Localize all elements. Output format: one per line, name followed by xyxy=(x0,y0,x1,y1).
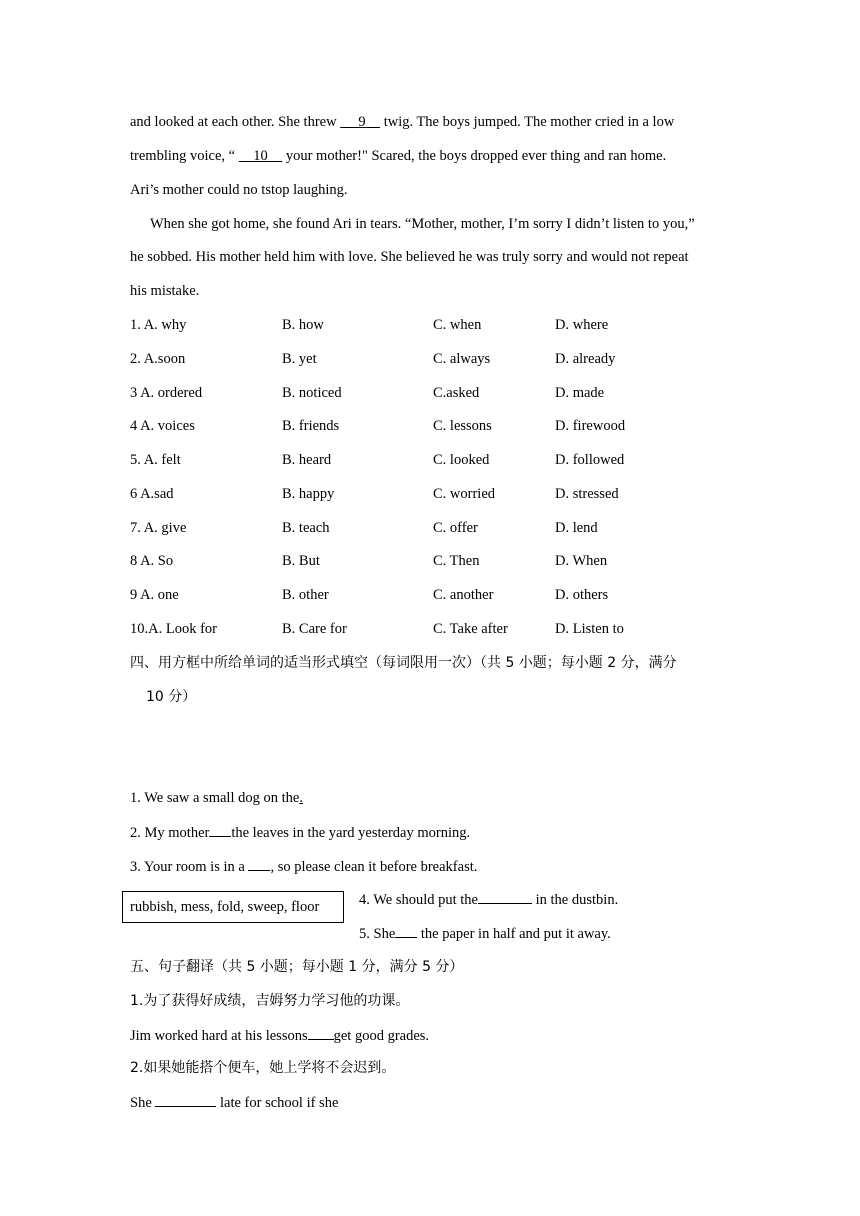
option-d: D. Listen to xyxy=(555,621,624,637)
option-d: D. firewood xyxy=(555,418,626,434)
option-c: C. lessons xyxy=(433,418,492,434)
option-a: 9 A. one xyxy=(130,587,179,603)
passage-line-6: his mistake. xyxy=(130,283,200,299)
option-c: C. always xyxy=(433,351,491,367)
fill-question-4: 4. We should put the in the dustbin. xyxy=(359,889,618,910)
option-c: C.asked xyxy=(433,385,480,401)
fill-question-5: 5. She the paper in half and put it away. xyxy=(359,923,611,944)
option-a: 3 A. ordered xyxy=(130,385,203,401)
option-d: D. When xyxy=(555,553,608,569)
section-4-heading-cont: 10 分） xyxy=(146,689,197,705)
translation-1-chinese: 1.为了获得好成绩，吉姆努力学习他的功课。 xyxy=(130,993,410,1009)
option-a: 1. A. why xyxy=(130,317,187,333)
passage-line-5: he sobbed. His mother held him with love. She believed he was truly sorry and would not repeat xyxy=(130,249,689,265)
section-4-heading: 四、用方框中所给单词的适当形式填空（每词限用一次）（共 5 小题；每小题 2 分，满分 xyxy=(130,655,677,671)
option-b: B. other xyxy=(282,587,329,603)
option-b: B. yet xyxy=(282,351,317,367)
passage-line-1: and looked at each other. She threw 9 twig. The boys jumped. The mother cried in a low xyxy=(130,114,675,130)
option-c: C. another xyxy=(433,587,494,603)
option-d: D. made xyxy=(555,385,605,401)
section-5-heading: 五、句子翻译（共 5 小题；每小题 1 分，满分 5 分） xyxy=(130,959,464,975)
option-a: 5. A. felt xyxy=(130,452,181,468)
word-box: rubbish, mess, fold, sweep, floor xyxy=(122,891,344,923)
translation-1-english: Jim worked hard at his lessons get good grades. xyxy=(130,1025,429,1046)
answer-blank: . xyxy=(299,790,303,806)
option-d: D. stressed xyxy=(555,486,619,502)
option-a: 6 A.sad xyxy=(130,486,174,502)
passage-line-4: When she got home, she found Ari in tears. “Mother, mother, I’m sorry I didn’t listen to you,” xyxy=(150,216,695,232)
option-b: B. Care for xyxy=(282,621,347,637)
passage-line-3: Ari’s mother could no tstop laughing. xyxy=(130,182,348,198)
answer-blank xyxy=(478,889,532,904)
option-b: B. teach xyxy=(282,520,330,536)
option-c: C. Then xyxy=(433,553,480,569)
option-a: 4 A. voices xyxy=(130,418,195,434)
fill-question-3: 3. Your room is in a , so please clean it before breakfast. xyxy=(130,856,477,877)
fill-question-1: 1. We saw a small dog on the. xyxy=(130,790,303,806)
answer-blank xyxy=(155,1092,216,1107)
option-a: 7. A. give xyxy=(130,520,187,536)
translation-2-chinese: 2.如果她能搭个便车，她上学将不会迟到。 xyxy=(130,1060,396,1076)
option-b: B. But xyxy=(282,553,320,569)
option-d: D. others xyxy=(555,587,609,603)
option-c: C. offer xyxy=(433,520,478,536)
option-c: C. Take after xyxy=(433,621,508,637)
answer-blank xyxy=(308,1025,334,1040)
answer-blank xyxy=(248,856,270,871)
fill-question-2: 2. My mother the leaves in the yard yesterday morning. xyxy=(130,822,470,843)
translation-2-english: She late for school if she xyxy=(130,1092,338,1113)
option-b: B. heard xyxy=(282,452,332,468)
option-d: D. where xyxy=(555,317,609,333)
option-b: B. happy xyxy=(282,486,335,502)
option-a: 10.A. Look for xyxy=(130,621,217,637)
answer-blank xyxy=(209,822,231,837)
option-b: B. how xyxy=(282,317,324,333)
option-d: D. already xyxy=(555,351,616,367)
answer-blank xyxy=(395,923,417,938)
option-b: B. friends xyxy=(282,418,340,434)
blank-9: 9 xyxy=(358,114,366,130)
option-c: C. when xyxy=(433,317,482,333)
option-d: D. lend xyxy=(555,520,598,536)
option-c: C. worried xyxy=(433,486,496,502)
option-c: C. looked xyxy=(433,452,490,468)
passage-line-2: trembling voice, “ 10 your mother!" Scared, the boys dropped ever thing and ran home. xyxy=(130,148,667,164)
option-d: D. followed xyxy=(555,452,625,468)
option-b: B. noticed xyxy=(282,385,342,401)
blank-10: 10 xyxy=(253,148,268,164)
option-a: 2. A.soon xyxy=(130,351,186,367)
option-a: 8 A. So xyxy=(130,553,174,569)
